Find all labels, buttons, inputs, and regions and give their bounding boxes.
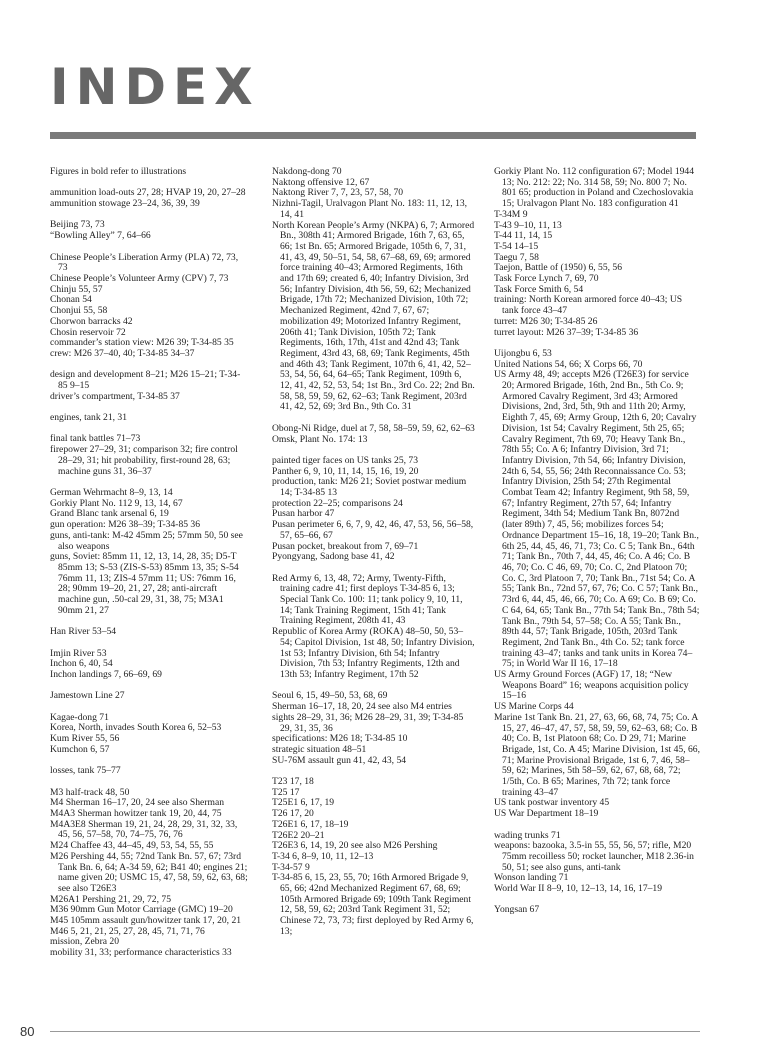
- index-entry: mission, Zebra 20: [50, 936, 120, 948]
- index-entry: guns, anti-tank: M-42 45mm 25; 57mm 50, 50 see also weapons: [50, 529, 243, 552]
- entry-gap: [50, 242, 248, 253]
- index-entry: strategic situation 48–51: [272, 743, 367, 755]
- index-entry: US War Department 18–19: [494, 808, 599, 820]
- index-entry: Kumchon 6, 57: [50, 743, 110, 755]
- index-entry: T26E3 6, 14, 19, 20 see also M26 Pershing: [272, 840, 438, 852]
- index-entry: protection 22–25; comparisons 24: [272, 497, 403, 509]
- index-entry: Naktong offensive 12, 67: [272, 176, 370, 188]
- index-entry: T25 17: [272, 786, 300, 798]
- index-entry: Beijing 73, 73: [50, 219, 105, 231]
- index-entry: T-34-57 9: [272, 861, 310, 873]
- index-entry: losses, tank 75–77: [50, 765, 121, 777]
- index-entry: T23 17, 18: [272, 776, 314, 787]
- index-entry: M46 5, 21, 21, 25, 27, 28, 45, 71, 71, 76: [50, 925, 205, 937]
- index-entry: Pusan perimeter 6, 6, 7, 9, 42, 46, 47, 53, 56, 56–58, 57, 65–66, 67: [272, 519, 474, 541]
- index-entry: Taegu 7, 58: [494, 251, 539, 263]
- index-entry: Chinju 55, 57: [50, 283, 103, 295]
- page-title: INDEX: [50, 58, 260, 116]
- index-entry: driver’s compartment, T-34-85 37: [50, 390, 180, 402]
- index-entry: Red Army 6, 13, 48, 72; Army, Twenty-Fifth, training cadre 41; first deploys T-34-85 6, 13; Special Tank Co. 100: 11; tank policy 9, 10, 11, 14; Tank Training Regiment, 15th 41; Tank Training Regiment, 208th 41, 43: [272, 572, 463, 627]
- index-entry: M4 Sherman 16–17, 20, 24 see also Sherman: [50, 797, 224, 809]
- index-entry: US Marine Corps 44: [494, 701, 574, 713]
- index-entry: M26A1 Pershing 21, 29, 72, 75: [50, 893, 171, 905]
- index-entry: specifications: M26 18; T-34-85 10: [272, 733, 408, 745]
- entry-gap: [50, 638, 248, 649]
- index-entry: wading trunks 71: [494, 829, 561, 841]
- title-rule: [50, 132, 696, 139]
- index-entry: design and development 8–21; M26 15–21; T-34-85 9–15: [50, 369, 241, 391]
- index-entry: World War II 8–9, 10, 12–13, 14, 16, 17–19: [494, 883, 663, 895]
- index-entry: guns, Soviet: 85mm 11, 12, 13, 14, 28, 35; D5-T 85mm 13; S-53 (ZIS-S-53) 85mm 13, 35; S-54 76mm 11, 13; ZIS-4 57mm 11; US: 76mm 16, 28; 90mm 19–20, 21, 27, 28; anti-aircraft machine gun, .50-cal 29, 31, 38, 75; M3A1 90mm 21, 27: [50, 551, 239, 616]
- index-entry: T-54 14–15: [494, 240, 539, 252]
- index-entry: “Bowling Alley” 7, 64–66: [50, 230, 151, 242]
- index-entry: production, tank: M26 21; Soviet postwar medium 14; T-34-85 13: [272, 476, 467, 499]
- index-entry: T26 17, 20: [272, 808, 314, 820]
- index-entry: Chorwon barracks 42: [50, 315, 133, 327]
- index-entry: Figures in bold refer to illustrations: [50, 166, 187, 177]
- index-entry: Nakdong-dong 70: [272, 166, 342, 177]
- index-entry: Gorkiy Plant No. 112 9, 13, 14, 67: [50, 497, 183, 509]
- index-entry: Task Force Lynch 7, 69, 70: [494, 273, 599, 285]
- index-entry: Yongsan 67: [494, 904, 540, 916]
- page-number: 80: [20, 1024, 35, 1039]
- index-entry: T25E1 6, 17, 19: [272, 797, 335, 809]
- index-entry: sights 28–29, 31, 36; M26 28–29, 31, 39; T-34-85 29, 31, 35, 36: [272, 711, 464, 734]
- index-entry: weapons: bazooka, 3.5-in 55, 55, 56, 57; rifle, M20 75mm recoilless 50; rocket launcher, M18 2.36-in 50, 51; see also guns, anti-tank: [494, 840, 694, 873]
- index-entry: gun operation: M26 38–39; T-34-85 36: [50, 519, 201, 531]
- index-entry: T-43 9–10, 11, 13: [494, 219, 562, 231]
- index-entry: Inchon 6, 40, 54: [50, 658, 113, 670]
- index-entry: Jamestown Line 27: [50, 690, 125, 702]
- index-entry: T-34M 9: [494, 208, 528, 220]
- index-entry: Gorkiy Plant No. 112 configuration 67; Model 1944 13; No. 212: 22; No. 314 58, 59; No. 800 7; No. 801 65; production in Poland and Czechoslovakia 15; Uralvagon Plant No. 183 configuration 41: [494, 166, 695, 210]
- index-entry: Taejon, Battle of (1950) 6, 55, 56: [494, 262, 623, 274]
- index-entry: German Wehrmacht 8–9, 13, 14: [50, 486, 173, 498]
- index-entry: ammunition stowage 23–24, 36, 39, 39: [50, 198, 200, 210]
- index-entry: firepower 27–29, 31; comparison 32; fire control 28–29, 31; hit probability, first-round 28, 63; machine guns 31, 36–37: [50, 444, 238, 477]
- index-entry: M3 half-track 48, 50: [50, 786, 130, 798]
- index-entry: T-34-85 6, 15, 23, 55, 70; 16th Armored Brigade 9, 65, 66; 42nd Mechanized Regiment 67, 68, 69; 105th Armored Brigade 69; 109th Tank Regiment 12, 58, 59, 62; 203rd Tank Regiment 31, 52; Chinese 72, 73, 73; first deployed by Red Army 6, 13;: [272, 872, 474, 937]
- index-entry: Korea, North, invades South Korea 6, 52–53: [50, 722, 222, 734]
- index-entry: M24 Chaffee 43, 44–45, 49, 53, 54, 55, 55: [50, 840, 214, 852]
- index-entry: Task Force Smith 6, 54: [494, 283, 584, 295]
- index-entry: Omsk, Plant No. 174: 13: [272, 433, 368, 445]
- index-entry: Inchon landings 7, 66–69, 69: [50, 668, 162, 680]
- index-entry: North Korean People’s Army (NKPA) 6, 7; Armored Bn., 308th 41; Armored Brigade, 16th 7, 63, 65, 66; 1st Bn. 65; Armored Brigade, 105th 6, 7, 31, 41, 43, 49, 50–51, 54, 58, 67–68, 69, 69; armored force training 40–43; Armored Regiments, 16th and 17th 69; created 6, 40; Infantry Division, 3rd 56; Infantry Division, 4th 56, 59, 62; Mechanized Brigade, 17th 72; Mechanized Division, 10th 72; Mechanized Regiment, 42nd 7, 67, 67; mobilization 49; Motorized Infantry Regiment, 206th 41; Tank Division, 105th 72; Tank Regiments, 16th, 17th, 41st and 42nd 43; Tank Regiment, 43rd 43, 68, 69; Tank Regiments, 45th and 46th 43; Tank Regiment, 107th 6, 41, 42, 52–53, 54, 56, 64, 64–65; Tank Regiment, 109th 6, 12, 41, 42, 52, 53, 54; 1st Bn., 3rd Co. 22; 2nd Bn. 58, 58, 59, 59, 62, 62–63; Tank Regiment, 203rd 41, 42, 52, 69; 3rd Bn., 9th Co. 31: [272, 219, 475, 413]
- index-entry: US Army Ground Forces (AGF) 17, 18; “New Weapons Board” 16; weapons acquisition policy 15–16: [494, 669, 689, 702]
- index-entry: Chonjui 55, 58: [50, 305, 108, 317]
- index-entry: US tank postwar inventory 45: [494, 797, 610, 809]
- index-entry: M4A3E8 Sherman 19, 21, 24, 28, 29, 31, 32, 33, 45, 56, 57–58, 70, 74–75, 76, 76: [50, 818, 238, 841]
- index-entry: crew: M26 37–40, 40; T-34-85 34–37: [50, 347, 195, 359]
- index-entry: Naktong River 7, 7, 23, 57, 58, 70: [272, 187, 404, 199]
- index-entry: Chosin reservoir 72: [50, 326, 126, 338]
- index-entry: Chonan 54: [50, 294, 92, 306]
- index-entry: mobility 31, 33; performance characteristics 33: [50, 947, 232, 959]
- index-entry: Seoul 6, 15, 49–50, 53, 68, 69: [272, 690, 388, 702]
- index-entry: Pusan harbor 47: [272, 508, 335, 520]
- index-entry: Sherman 16–17, 18, 20, 24 see also M4 entries: [272, 701, 452, 713]
- index-entry: SU-76M assault gun 41, 42, 43, 54: [272, 754, 407, 766]
- index-entry: Panther 6, 9, 10, 11, 14, 15, 16, 19, 20: [272, 465, 419, 477]
- index-entry: M26 Pershing 44, 55; 72nd Tank Bn. 57, 67; 73rd Tank Bn. 6, 64; A-34 59, 62; B41 40; engines 21; name given 20; USMC 15, 47, 58, 59, 62, 63, 68; see also T26E3: [50, 850, 248, 894]
- index-entry: Pusan pocket, breakout from 7, 69–71: [272, 540, 419, 552]
- index-column-1: [50, 167, 248, 959]
- index-entry: engines, tank 21, 31: [50, 412, 128, 424]
- index-entry: commander’s station view: M26 39; T-34-85 35: [50, 337, 234, 349]
- index-entry: M36 90mm Gun Motor Carriage (GMC) 19–20: [50, 904, 233, 916]
- index-entry: Imjin River 53: [50, 647, 107, 659]
- index-column-2: [272, 167, 475, 938]
- index-entry: painted tiger faces on US tanks 25, 73: [272, 454, 419, 466]
- index-entry: M45 105mm assault gun/howitzer tank 17, 20, 21: [50, 915, 242, 927]
- index-entry: final tank battles 71–73: [50, 433, 141, 445]
- index-entry: Chinese People’s Liberation Army (PLA) 72, 73, 73: [50, 251, 239, 274]
- index-entry: T-44 11, 14, 15: [494, 230, 553, 242]
- index-entry: Republic of Korea Army (ROKA) 48–50, 50, 53–54; Capitol Division, 1st 48, 50; Infantry Division, 1st 53; Infantry Division, 6th 54; Infantry Division, 7th 53; Infantry Regiments, 12th and 13th 53; Infantry Regiment, 17th 52: [272, 626, 475, 680]
- index-entry: Obong-Ni Ridge, duel at 7, 58, 58–59, 59, 62, 62–63: [272, 422, 475, 434]
- entry-gap: [494, 820, 700, 831]
- index-entry: Kagae-dong 71: [50, 711, 109, 723]
- index-entry: Grand Blanc tank arsenal 6, 19: [50, 508, 169, 520]
- entry-gap: [50, 777, 248, 788]
- index-entry: turret: M26 30; T-34-85 26: [494, 315, 598, 327]
- index-entry: Kum River 55, 56: [50, 733, 120, 745]
- index-entry: training: North Korean armored force 40–43; US tank force 43–47: [494, 294, 683, 317]
- index-entry: Chinese People’s Volunteer Army (CPV) 7, 73: [50, 272, 229, 284]
- index-entry: T-34 6, 8–9, 10, 11, 12–13: [272, 850, 374, 862]
- index-entry: US Army 48, 49; accepts M26 (T26E3) for service 20; Armored Brigade, 16th, 2nd Bn., 5th Co. 9; Armored Cavalry Regiment, 3rd 43; Armored Divisions, 2nd, 3rd, 5th, 9th and 11th 20; Army, Eighth 7, 45, 69; Army Group, 12th 6, 20; Cavalry Division, 1st 54; Cavalry Regiment, 5th 25, 65; Cavalry Regiment, 7th 69, 70; Heavy Tank Bn., 78th 55; Co. A 6; Infantry Division, 3rd 71; Infantry Division, 7th 54, 66; Infantry Division, 24th 6, 54, 55, 56; 24th Reconnaissance Co. 53; Infantry Division, 25th 54; 27th Regimental Combat Team 42; Infantry Regiment, 9th 58, 59, 67; Infantry Regiment, 27th 57, 64; Infantry Regiment, 34th 54; Medium Tank Bn, 8072nd (later 89th) 7, 45, 56; mobilizes forces 54; Ordnance Department 15–16, 18, 19–20; Tank Bn., 6th 25, 44, 45, 46, 71, 73; Co. C 5; Tank Bn., 64th 71; Tank Bn., 70th 7, 44, 45, 46; Co. A 46; Co. B 46, 70; Co. C 46, 69, 70; Co. C, 2nd Platoon 70; Co. C, 3rd Platoon 7, 70; Tank Bn., 71st 54; Co. A 55; Tank Bn., 72nd 57, 67, 76; Co. C 57; Tank Bn., 73rd 6, 44, 45, 46, 66, 70; Co. A 69; Co. B 69; Co. C 64, 64, 65; Tank Bn., 77th 54; Tank Bn., 78th 54; Tank Bn., 79th 54, 57–58; Co. A 55; Tank Bn., 89th 44, 57; Tank Brigade, 105th, 203rd Tank Regiment, 2nd Tank Bn., 4th Co. 52; tank force training 43–47; tanks and tank units in Korea 74–75; in World War II 16, 17–18: [494, 369, 700, 670]
- index-entry: M4A3 Sherman howitzer tank 19, 20, 44, 75: [50, 807, 222, 819]
- index-entry: Wonson landing 71: [494, 872, 569, 884]
- footer-rule: [50, 1031, 700, 1032]
- index-entry: United Nations 54, 66; X Corps 66, 70: [494, 358, 643, 370]
- index-column-3: [494, 167, 700, 916]
- index-entry: Pyongyang, Sadong base 41, 42: [272, 551, 395, 563]
- index-entry: T26E2 20–21: [272, 829, 325, 841]
- index-entry: Uijongbu 6, 53: [494, 347, 552, 359]
- index-entry: ammunition load-outs 27, 28; HVAP 19, 20, 27–28: [50, 187, 246, 199]
- index-entry: turret layout: M26 37–39; T-34-85 36: [494, 326, 639, 338]
- index-entry: Nizhni-Tagil, Uralvagon Plant No. 183: 11, 12, 13, 14, 41: [272, 198, 468, 220]
- index-entry: Han River 53–54: [50, 626, 117, 638]
- index-entry: T26E1 6, 17, 18–19: [272, 818, 349, 830]
- index-entry: Marine 1st Tank Bn. 21, 27, 63, 66, 68, 74, 75; Co. A 15, 27, 46–47, 47, 57, 58, 59, 59, 62–63, 68; Co. B 40; Co. B, 1st Platoon 68; Co. D 29, 71; Marine Brigade, 1st, Co. A 45; Marine Division, 1st 45, 66, 71; Marine Provisional Brigade, 1st 6, 7, 46, 58–59, 62; Marines, 5th 58–59, 62, 67, 68, 68, 72; 1/5th, Co. B 65; Marines, 7th 72; tank force training 43–47: [494, 711, 701, 798]
